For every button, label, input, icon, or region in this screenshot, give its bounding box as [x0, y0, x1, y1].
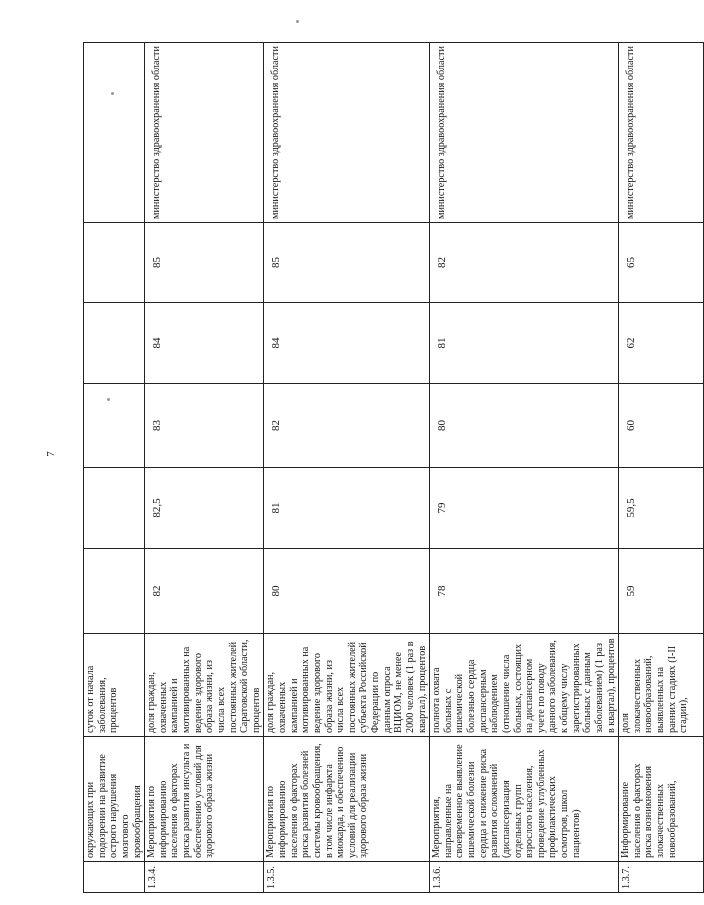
rotated-table-container	[83, 43, 690, 893]
row-indicator: доля злокачественных новообразований, выявленных на ранних стадиях (I-II стадии),	[619, 634, 704, 737]
row-value-4: 81	[430, 303, 619, 384]
row-value-5: 65	[619, 223, 704, 303]
row-value-3: 83	[145, 384, 264, 468]
row-value-5: 85	[145, 223, 264, 303]
row-value-4: 84	[145, 303, 264, 384]
table-row-1-3-6	[430, 43, 619, 893]
row-value-3: 80	[430, 384, 619, 468]
row-measure: Мероприятия, направленные на своевременное выявление ишемической болезни сердца и снижение риска развития осложнений (диспансеризация отдельных групп взрослого населения, проведение углубленных профилактических осмотров, школ пациентов)	[430, 737, 619, 862]
row-value-2: 82,5	[145, 468, 264, 549]
row-value-1: 82	[145, 549, 264, 634]
table-row-1-3-5	[264, 43, 430, 893]
row-value-1: 78	[430, 549, 619, 634]
row-indicator: доля граждан, охваченных кампанией и мотивированных на ведение здорового образа жизни, из числа всех постоянных жителей Саратовской области, процентов	[145, 634, 264, 737]
row-responsible: министерство здравоохранения области	[619, 43, 704, 223]
row-value-2: 79	[430, 468, 619, 549]
row-value-2	[84, 468, 145, 549]
row-code: 1.3.7.	[619, 862, 704, 893]
row-indicator: полнота охвата больных с ишемической болезнью сердца диспансерным наблюдением (отношение числа больных, состоящих на диспансерном учете по поводу данного заболевания, к общему числу зарегистрированных больных с данным заболеванием) (1 раз в квартал), процентов	[430, 634, 619, 737]
row-code: 1.3.6.	[430, 862, 619, 893]
row-responsible: министерство здравоохранения области	[145, 43, 264, 223]
scan-speck	[296, 20, 299, 23]
row-value-1	[84, 549, 145, 634]
row-value-5: 85	[264, 223, 430, 303]
row-responsible	[84, 43, 145, 223]
row-value-3: 82	[264, 384, 430, 468]
row-value-4	[84, 303, 145, 384]
row-value-5: 82	[430, 223, 619, 303]
row-value-1: 59	[619, 549, 704, 634]
row-indicator: суток от начала заболевания, процентов	[84, 634, 145, 737]
row-indicator: доля граждан, охваченных кампанией и мотивированных на ведение здорового образа жизни, из числа всех постоянных жителей субъекта Российской Федерации по данным опроса ВЦИОМ, не менее 2000 человек (1 раз в квартал), процентов	[264, 634, 430, 737]
row-code	[84, 862, 145, 893]
row-measure: Информирование населения о факторах риска возникновения злокачественных новообразований,	[619, 737, 704, 862]
measures-table	[83, 42, 704, 893]
row-value-4: 62	[619, 303, 704, 384]
row-value-1: 80	[264, 549, 430, 634]
row-measure: окружающих при подозрении на развитие острого нарушения мозгового кровообращения	[84, 737, 145, 862]
table-row-1-3-7	[619, 43, 704, 893]
row-value-3: 60	[619, 384, 704, 468]
row-code: 1.3.5.	[264, 862, 430, 893]
row-responsible: министерство здравоохранения области	[264, 43, 430, 223]
row-value-4: 84	[264, 303, 430, 384]
page-number: 7	[45, 451, 57, 457]
row-code: 1.3.4.	[145, 862, 264, 893]
table-row-1-3-4	[145, 43, 264, 893]
row-value-3	[84, 384, 145, 468]
row-measure: Мероприятия по информированию населения о факторах риска развития инсульта и обеспечению условий для здорового образа жизни	[145, 737, 264, 862]
row-value-5	[84, 223, 145, 303]
table-row-continuation	[84, 43, 145, 893]
row-value-2: 81	[264, 468, 430, 549]
row-measure: Мероприятия по информированию населения о факторах риска развития болезней системы кровообращения, в том числе инфаркта миокарда, и обеспечению условий для реализации здорового образа жизни	[264, 737, 430, 862]
row-value-2: 59,5	[619, 468, 704, 549]
row-responsible: министерство здравоохранения области	[430, 43, 619, 223]
